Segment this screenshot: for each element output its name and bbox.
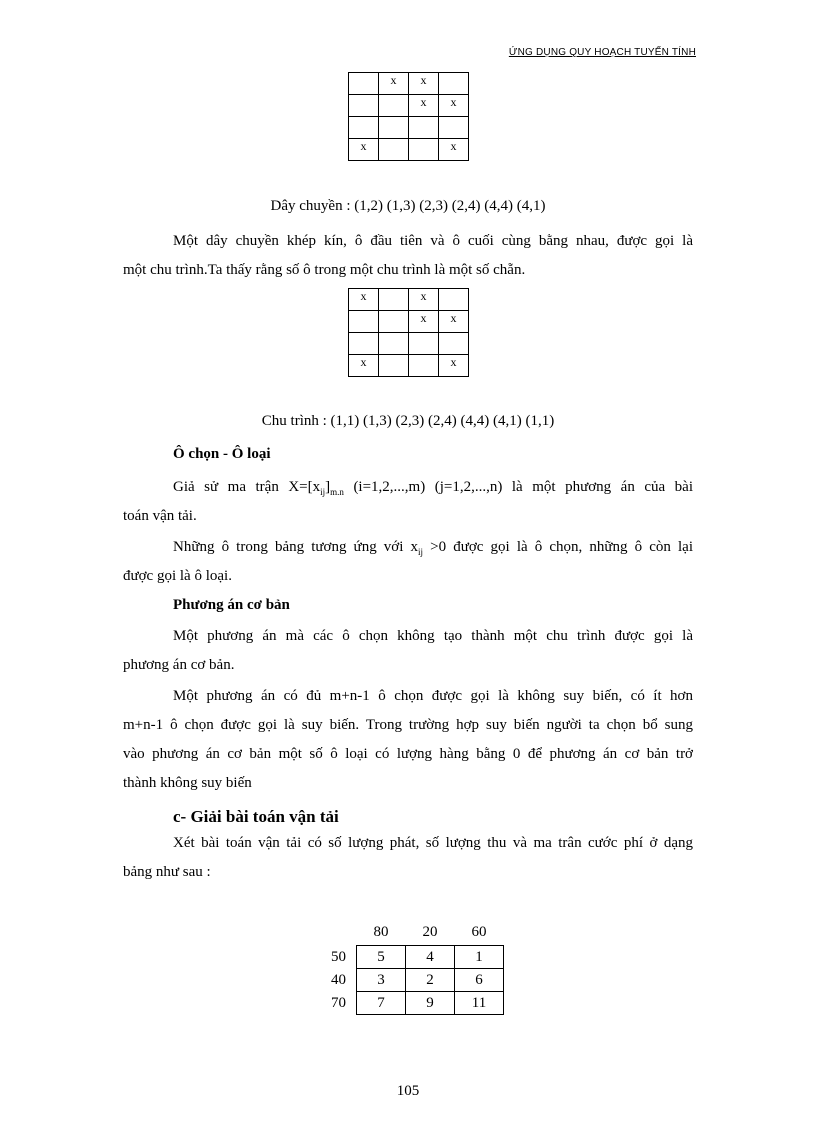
heading-basic-plan: Phương án cơ bản <box>173 597 290 613</box>
subscript: m.n <box>330 487 344 497</box>
grid-cell <box>439 73 469 95</box>
cost-cell: 2 <box>406 969 455 992</box>
grid-cell: x <box>409 289 439 311</box>
grid-cell: x <box>439 95 469 117</box>
grid-cell: x <box>439 311 469 333</box>
demand-value: 20 <box>422 924 438 940</box>
paragraph-degenerate-line2: m+n-1 ô chọn được gọi là suy biến. Trong trường hợp suy biến người ta chọn bổ sung <box>123 717 693 733</box>
paragraph-problem-line2: bảng như sau : <box>123 864 211 880</box>
text-span: >0 được gọi là ô chọn, những ô còn lại <box>423 539 693 555</box>
paragraph-problem-line1: Xét bài toán vận tải có số lượng phát, số lượng thu và ma trân cước phí ở dạng <box>173 835 693 851</box>
cost-cell: 5 <box>357 946 406 969</box>
grid-cell <box>349 117 379 139</box>
grid-cell: x <box>409 95 439 117</box>
grid-cell <box>409 139 439 161</box>
grid-row <box>349 355 469 377</box>
demand-value: 80 <box>373 924 389 940</box>
cost-row <box>308 946 504 969</box>
chain-caption: Dây chuyền : (1,2) (1,3) (2,3) (2,4) (4,4) (4,1) <box>270 198 546 214</box>
grid-cell <box>379 289 409 311</box>
section-heading-c: c- Giải bài toán vận tải <box>173 807 339 826</box>
grid-cell: x <box>439 355 469 377</box>
demand-row <box>308 920 504 946</box>
cost-cell: 1 <box>455 946 504 969</box>
paragraph-cycle-line2: một chu trình.Ta thấy rằng số ô trong một chu trình là một số chẵn. <box>123 262 526 278</box>
cost-row <box>308 992 504 1015</box>
grid-cell <box>349 95 379 117</box>
cost-row <box>308 969 504 992</box>
chain-grid <box>348 72 469 161</box>
paragraph-cycle-line1: Một dây chuyền khép kín, ô đầu tiên và ô cuối cùng bằng nhau, được gọi là <box>173 233 693 249</box>
text-span: ] <box>325 479 331 495</box>
grid-cell <box>349 333 379 355</box>
grid-cell: x <box>349 355 379 377</box>
grid-cell: x <box>349 139 379 161</box>
paragraph-cells-line2: được gọi là ô loại. <box>123 568 232 584</box>
grid-row <box>349 139 469 161</box>
grid-cell <box>379 117 409 139</box>
grid-cell <box>379 333 409 355</box>
grid-cell <box>379 311 409 333</box>
demand-value: 60 <box>471 924 487 940</box>
grid-cell <box>379 95 409 117</box>
text-span: Giả sử ma trận X=[x <box>173 479 321 495</box>
grid-cell <box>379 355 409 377</box>
subscript: ij <box>320 487 326 497</box>
grid-row <box>349 333 469 355</box>
grid-cell <box>409 355 439 377</box>
paragraph-degenerate-line3: vào phương án cơ bản một số ô loại có lượng hàng bằng 0 để phương án cơ bản trở <box>123 746 693 762</box>
grid-cell <box>439 333 469 355</box>
paragraph-basic-line1: Một phương án mà các ô chọn không tạo thành một chu trình được gọi là <box>173 628 693 644</box>
cost-cell: 4 <box>406 946 455 969</box>
page-number: 105 <box>396 1083 420 1099</box>
heading-chosen-cells: Ô chọn - Ô loại <box>173 446 271 462</box>
grid-cell <box>379 139 409 161</box>
grid-row <box>349 95 469 117</box>
grid-cell: x <box>409 311 439 333</box>
grid-cell <box>439 117 469 139</box>
subscript: ij <box>418 547 424 557</box>
grid-cell <box>349 311 379 333</box>
grid-row <box>349 73 469 95</box>
grid-row <box>349 289 469 311</box>
cycle-grid <box>348 288 469 377</box>
grid-row <box>349 311 469 333</box>
text-span: Những ô trong bảng tương ứng với x <box>173 539 419 555</box>
supply-value: 40 <box>331 971 346 988</box>
text-span: (i=1,2,...,m) (j=1,2,...,n) là một phương án của bài <box>343 479 693 495</box>
paragraph-matrix-line1 <box>173 473 693 507</box>
cost-cell: 6 <box>455 969 504 992</box>
supply-value: 70 <box>331 994 346 1011</box>
paragraph-matrix-line2: toán vận tải. <box>123 508 197 524</box>
supply-value: 50 <box>331 948 346 965</box>
grid-cell <box>439 289 469 311</box>
grid-cell <box>409 117 439 139</box>
grid-row <box>349 117 469 139</box>
grid-cell <box>349 73 379 95</box>
running-header: ỨNG DỤNG QUY HOẠCH TUYẾN TÍNH <box>508 47 696 58</box>
cost-cell: 11 <box>455 992 504 1015</box>
grid-cell: x <box>349 289 379 311</box>
paragraph-cells-line1 <box>173 533 693 567</box>
paragraph-degenerate-line4: thành không suy biến <box>123 775 252 791</box>
grid-cell: x <box>379 73 409 95</box>
grid-cell: x <box>439 139 469 161</box>
cost-cell: 7 <box>357 992 406 1015</box>
grid-cell <box>409 333 439 355</box>
cost-table <box>308 920 504 1015</box>
paragraph-degenerate-line1: Một phương án có đủ m+n-1 ô chọn được gọi là không suy biến, có ít hơn <box>173 688 693 704</box>
grid-cell: x <box>409 73 439 95</box>
paragraph-basic-line2: phương án cơ bản. <box>123 657 235 673</box>
cost-cell: 3 <box>357 969 406 992</box>
cost-cell: 9 <box>406 992 455 1015</box>
cycle-caption: Chu trình : (1,1) (1,3) (2,3) (2,4) (4,4) (4,1) (1,1) <box>261 413 555 429</box>
corner-cell <box>308 920 357 946</box>
